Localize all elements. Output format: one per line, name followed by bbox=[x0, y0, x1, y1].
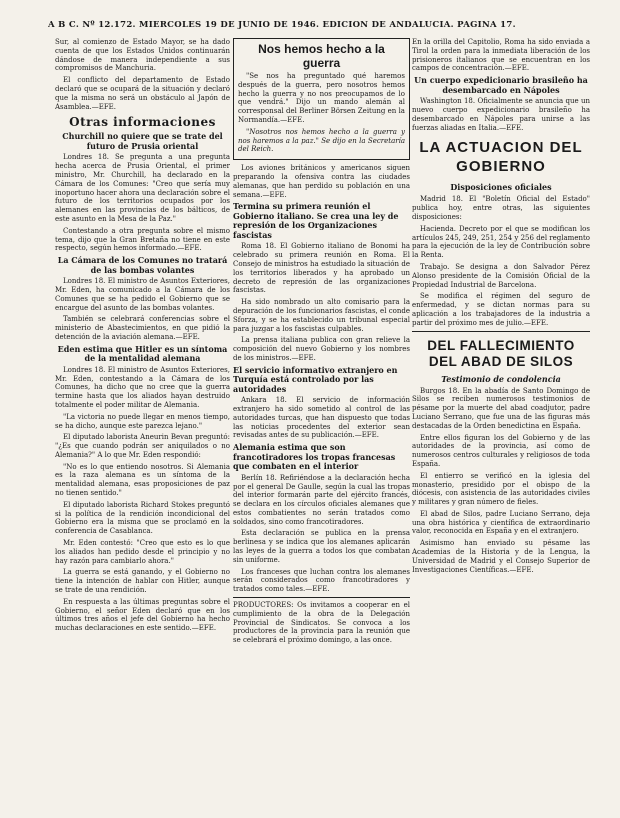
divider bbox=[412, 331, 590, 332]
article-paragraph: Trabajo. Se designa a don Salvador Pérez Alonso presidente de la Comisión Oficial de la Propiedad Industrial de Barcelona. bbox=[412, 262, 590, 289]
article-paragraph: Washington 18. Oficialmente se anuncia que un nuevo cuerpo expedicionario brasileño ha desembarcado en Nápoles para unirse a las fuerzas aliadas en Italia.—EFE. bbox=[412, 97, 590, 132]
article-paragraph: Hacienda. Decreto por el que se modifican los artículos 245, 249, 251, 254 y 256 del reglamento para la ejecución de la ley de Contribución sobre la Renta. bbox=[412, 224, 590, 260]
article-paragraph: Contestando a otra pregunta sobre el mismo tema, dijo que la Gran Bretaña no tiene en este respecto, según hemos informado.—EFE. bbox=[55, 226, 230, 253]
article-headline: Disposiciones oficiales bbox=[450, 182, 552, 193]
column-1 bbox=[55, 38, 230, 810]
column-2 bbox=[233, 38, 410, 810]
article-paragraph: Ankara 18. El servicio de información extranjero ha sido sometido al control de las autoridades turcas, que han dispuesto que todas las noticias procedentes del exterior sean revisadas antes de su publicación.—EFE. bbox=[233, 396, 410, 440]
page-header: A B C. Nº 12.172. MIERCOLES 19 DE JUNIO DE 1946. EDICION DE ANDALUCIA. PAGINA 17. bbox=[48, 20, 516, 30]
article-paragraph: Los aviones británicos y americanos siguen preparando la ofensiva contra las ciudades alemanas, que han perdido su población en una semana.—EFE. bbox=[233, 164, 410, 199]
section-heading-otras: Otras informaciones bbox=[69, 115, 216, 130]
article-paragraph: También se celebrará conferencias sobre el ministerio de Abastecimientos, en que pidió la detención de la aviación alemana.—EFE. bbox=[55, 315, 230, 341]
article-paragraph: En la orilla del Capitolio, Roma ha sido enviada a Tirol la orden para la inmediata liberación de los prisioneros italianos que se encuentran en los campos de concentración.—EFE. bbox=[412, 38, 590, 73]
divider bbox=[233, 597, 410, 598]
article-headline: Testimonio de condolencia bbox=[441, 373, 561, 384]
article-paragraph: El diputado laborista Richard Stokes preguntó si la política de la rendición incondicional del Gobierno era la misma que se proclamó en la conferencia de Casablanca. bbox=[55, 500, 230, 536]
article-headline: El servicio informativo extranjero en Turquía está controlado por las autoridades bbox=[233, 364, 398, 394]
article-paragraph: Esta declaración se publica en la prensa berlinesa y se indica que los alemanes aplicarán las leyes de la guerra a todos los que combatan sin uniforme. bbox=[233, 529, 410, 564]
article-headline: Alemania estima que son francotiradores los tropas francesas que combaten en el interior bbox=[233, 442, 396, 472]
article-paragraph: La prensa italiana publica con gran relieve la composición del nuevo Gobierno y los nombres de los ministros.—EFE. bbox=[233, 336, 410, 362]
article-paragraph: El conflicto del departamento de Estado declaró que se ocupará de la situación y declaró que la misma no será un obstáculo al Japón de Asamblea.—EFE. bbox=[55, 76, 230, 111]
article-headline: Termina su primera reunión el Gobierno italiano. Se crea una ley de represión de los Organizaciones fascistas bbox=[233, 201, 399, 240]
article-paragraph: En respuesta a las últimas preguntas sobre el Gobierno, el señor Eden declaró que en los últimos tres años el jefe del Gobierno ha hecho muchas declaraciones en este sentido.—EFE. bbox=[55, 597, 230, 633]
box-headline: Nos hemos hecho a la guerra bbox=[258, 42, 385, 70]
article-headline: Churchill no quiere que se trate del futuro de Prusia oriental bbox=[62, 131, 223, 151]
article-paragraph: Se modifica el régimen del seguro de enfermedad, y se dictan normas para su aplicación a los trabajadores de la industria a partir del próximo mes de julio.—EFE. bbox=[412, 292, 590, 327]
article-paragraph: "Nosotros nos hemos hecho a la guerra y nos haremos a la paz." Se dijo en la Secretaría del Reich. bbox=[238, 127, 405, 154]
article-paragraph: El abad de Silos, padre Luciano Serrano, deja una obra histórica y científica de extraordinario valor, reconocida en España y en el extranjero. bbox=[412, 509, 590, 536]
article-paragraph: Madrid 18. El "Boletín Oficial del Estado" publica hoy, entre otras, las siguientes disposiciones: bbox=[412, 195, 590, 221]
article-paragraph: Roma 18. El Gobierno italiano de Bonomi ha celebrado su primera reunión en Roma. El Consejo de ministros ha estudiado la situación de los territorios liberados y ha aprobado un decreto de represión de las organizaciones fascistas. bbox=[233, 242, 410, 295]
article-paragraph: El entierro se verificó en la iglesia del monasterio, presidido por el obispo de la diócesis, con asistencia de las autoridades civiles y militares y gran número de fieles. bbox=[412, 471, 590, 507]
section-heading-gobierno: LA ACTUACION DEL GOBIERNO bbox=[419, 139, 583, 176]
article-paragraph: Entre ellos figuran los del Gobierno y de las autoridades de la provincia, así como de numerosos centros culturales y religiosos de toda España. bbox=[412, 433, 590, 468]
article-paragraph: "No es lo que entiendo nosotros. Si Alemania es la raza alemana es un síntoma de la mentalidad alemana, esas proposiciones de paz no tienen sentido." bbox=[55, 462, 230, 498]
article-paragraph: Londres 18. Se pregunta a una pregunta hecha acerca de Prusia Oriental, el primer ministro, Mr. Churchill, ha declarado en la Cámara de los Comunes: "Creo que sería muy inoportuno hacer ahora una declaración sobre el futuro de los territorios ocupados por los alemanes en las provincias de los bálticos, de este asunto en la Mesa de la Paz." bbox=[55, 153, 230, 223]
article-paragraph: Burgos 18. En la abadía de Santo Domingo de Silos se reciben numerosos testimonios de pésame por la muerte del abad coadjutor, padre Luciano Serrano, que fue una de las figuras más destacadas de la Orden benedictina en España. bbox=[412, 386, 590, 430]
article-paragraph: Mr. Eden contestó: "Creo que esto es lo que los aliados han pedido desde el principio y no hay razón para cambiarlo ahora." bbox=[55, 539, 230, 565]
article-paragraph: Asimismo han enviado su pésame las Academias de la Historia y de la Lengua, la Universidad de Madrid y el Consejo Superior de Investigaciones Científicas.—EFE. bbox=[412, 539, 590, 574]
article-paragraph: La guerra se está ganando, y el Gobierno no tiene la intención de hablar con Hitler, aunque se trate de una rendición. bbox=[55, 568, 230, 595]
article-headline: La Cámara de los Comunes no tratará de las bombas volantes bbox=[57, 255, 228, 275]
article-headline: Eden estima que Hitler es un síntoma de la mentalidad alemana bbox=[57, 343, 228, 364]
article-paragraph: Los franceses que luchan contra los alemanes serán considerados como francotiradores y tratados como tales.—EFE. bbox=[233, 567, 410, 594]
article-paragraph: Berlín 18. Refiriéndose a la declaración hecha por el general De Gaulle, según la cual las tropas del interior formarán parte del ejército francés, se declara en los círculos oficiales alemanes que estos combatientes no serán tratados como soldados, sino como francotiradores. bbox=[233, 473, 410, 526]
boxed-article bbox=[233, 38, 410, 160]
article-paragraph: Londres 18. El ministro de Asuntos Exteriores, Mr. Eden, ha comunicado a la Cámara de los Comunes que se ha pedido el Gobierno que se encargue del asunto de las bombas volantes. bbox=[55, 277, 230, 312]
article-headline: Un cuerpo expedicionario brasileño ha desembarcado en Nápoles bbox=[414, 75, 588, 95]
article-paragraph: Sur, al comienzo de Estado Mayor, se ha dado cuenta de que los Estados Unidos continuarán dándose de manera independiente a sus compromisos de Manchuria. bbox=[55, 38, 230, 73]
column-3 bbox=[412, 38, 590, 810]
article-paragraph: "La victoria no puede llegar en menos tiempo, se ha dicho, aunque este parezca lejano." bbox=[55, 412, 230, 430]
article-paragraph: Ha sido nombrado un alto comisario para la depuración de los funcionarios fascistas, el conde Sforza, y se ha establecido un tribunal especial para juzgar a los fascistas culpables. bbox=[233, 298, 410, 333]
article-paragraph: El diputado laborista Aneurin Bevan preguntó: "¿Es que cuando podrán ser aniquilados o no Alemania?" A lo que Mr. Eden respondió: bbox=[55, 433, 230, 459]
article-paragraph: Londres 18. El ministro de Asuntos Exteriores, Mr. Eden, contestando a la Cámara de los Comunes, ha dicho que no cree que la guerra termine hasta que los aliados hayan destruido totalmente el poder militar de Alemania. bbox=[55, 365, 230, 409]
article-paragraph: "Se nos ha preguntado qué haremos después de la guerra, pero nosotros hemos hecho la guerra y no nos preocupamos de lo que vendrá." Dijo un mando alemán al corresponsal del Berliner Börsen Zeitung en la Normandía.—EFE. bbox=[238, 72, 405, 124]
footer-notice: PRODUCTORES: Os invitamos a cooperar en el cumplimiento de la obra de la Delegación Provincial de Sindicatos. Se convoca a los productores de la provincia para la reunión que se celebrará el próximo domingo, a las once. bbox=[233, 601, 410, 645]
section-heading-silos: DEL FALLECIMIENTO DEL ABAD DE SILOS bbox=[427, 337, 575, 369]
